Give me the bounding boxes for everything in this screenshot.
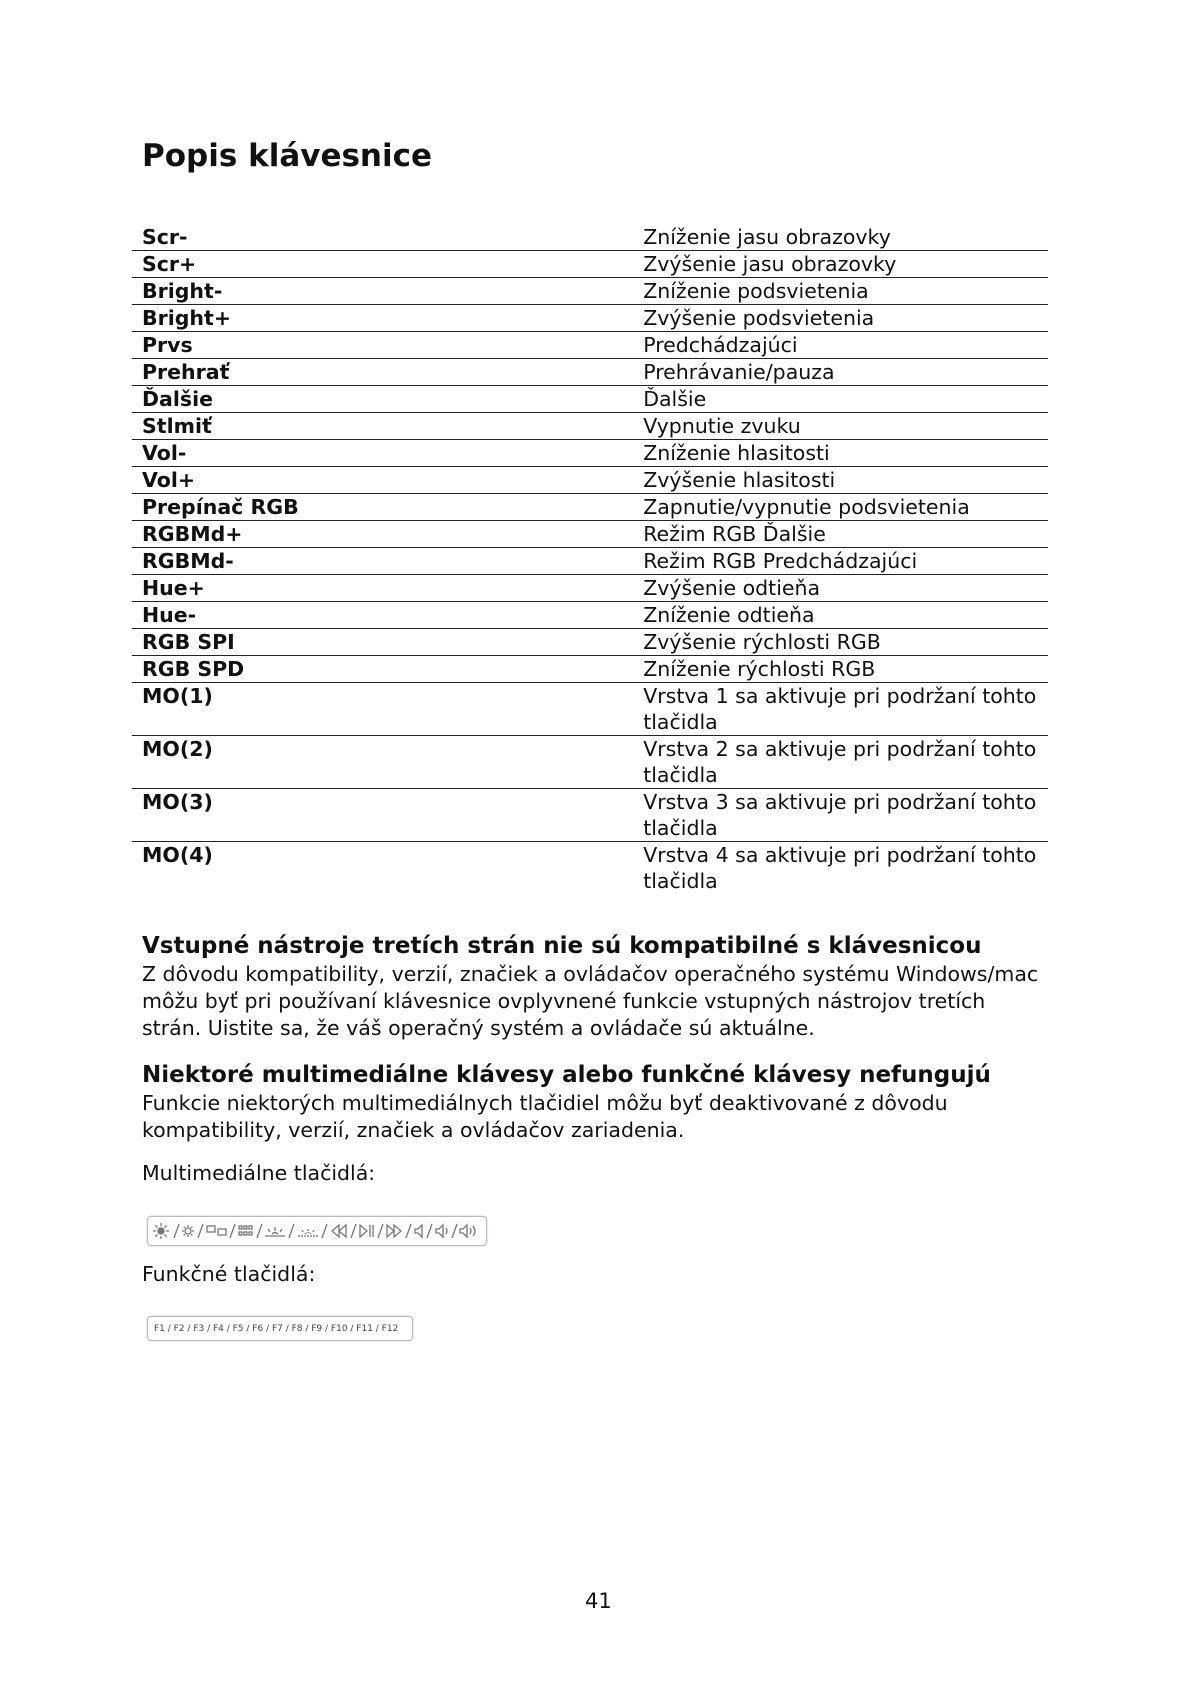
table-row (132, 548, 1048, 575)
table-row (132, 224, 1048, 251)
table-row (132, 602, 1048, 629)
key-description: Vrstva 3 sa aktivuje pri podržaní tohto tlačidla (643, 790, 1037, 840)
key-name: Prepínač RGB (142, 495, 299, 519)
key-name: Hue- (142, 603, 197, 627)
volume-down-icon (436, 1225, 447, 1237)
key-name: Bright+ (142, 306, 232, 330)
table-row (132, 413, 1048, 440)
key-name: MO(2) (142, 737, 213, 761)
key-description: Režim RGB Ďalšie (643, 522, 826, 546)
key-description-table (132, 224, 1048, 894)
key-name: Scr+ (142, 252, 197, 276)
multimedia-icons-strip (152, 1220, 482, 1242)
table-row (132, 251, 1048, 278)
apps-grid-icon (239, 1226, 252, 1235)
key-description: Vypnutie zvuku (643, 414, 801, 438)
volume-up-icon (460, 1225, 475, 1237)
key-description: Zvýšenie hlasitosti (643, 468, 836, 492)
key-name: Scr- (142, 225, 188, 249)
table-row (132, 656, 1048, 683)
multimedia-keys-image (147, 1216, 487, 1246)
key-description: Zníženie hlasitosti (643, 441, 830, 465)
multimedia-section (142, 1060, 1042, 1144)
key-description: Zvýšenie rýchlosti RGB (643, 630, 881, 654)
section-heading: Niektoré multimediálne klávesy alebo funkčné klávesy nefungujú (142, 1062, 991, 1088)
key-name: Ďalšie (142, 387, 214, 411)
multimedia-label: Multimediálne tlačidlá: (142, 1161, 376, 1185)
key-description: Režim RGB Predchádzajúci (643, 549, 918, 573)
compatibility-section (142, 931, 1042, 1042)
key-description: Zníženie rýchlosti RGB (643, 657, 876, 681)
table-row (132, 467, 1048, 494)
page-title: Popis klávesnice (142, 138, 433, 174)
key-description: Zvýšenie podsvietenia (643, 306, 875, 330)
key-description: Predchádzajúci (643, 333, 798, 357)
table-row (132, 789, 1048, 842)
mute-icon (415, 1225, 422, 1237)
key-name: RGB SPD (142, 657, 245, 681)
table-row (132, 386, 1048, 413)
key-name: Vol+ (142, 468, 196, 492)
table-row (132, 359, 1048, 386)
page-number: 41 (585, 1589, 612, 1613)
table-row (132, 736, 1048, 789)
brightness-down-icon (182, 1225, 194, 1237)
screen-switch-icon (207, 1226, 226, 1235)
brightness-up-icon (153, 1223, 169, 1239)
table-row (132, 305, 1048, 332)
section-body: Z dôvodu kompatibility, verzií, značiek a ovládačov operačného systému Windows/mac môžu byť pri používaní klávesnice ovplyvnené funkcie vstupných nástrojov tretích strán. Uistite sa, že váš operačný systém a ovládače sú aktuálne. (142, 962, 1039, 1040)
key-description: Zníženie odtieňa (643, 603, 815, 627)
table-row (132, 575, 1048, 602)
table-row (132, 521, 1048, 548)
key-description: Zníženie podsvietenia (643, 279, 869, 303)
table-row (132, 629, 1048, 656)
key-name: MO(4) (142, 843, 213, 867)
table-row (132, 278, 1048, 305)
table-row (132, 494, 1048, 521)
key-description: Zapnutie/vypnutie podsvietenia (643, 495, 970, 519)
table-row (132, 683, 1048, 736)
key-description: Ďalšie (643, 387, 707, 411)
section-heading: Vstupné nástroje tretích strán nie sú kompatibilné s klávesnicou (142, 933, 982, 959)
key-name: Prvs (142, 333, 193, 357)
table-row (132, 842, 1048, 895)
play-pause-icon (360, 1225, 373, 1237)
key-name: Prehrať (142, 360, 230, 384)
key-name: MO(3) (142, 790, 213, 814)
table-row (132, 440, 1048, 467)
function-keys-image (147, 1316, 413, 1341)
key-description: Vrstva 1 sa aktivuje pri podržaní tohto tlačidla (643, 684, 1037, 734)
key-description: Vrstva 2 sa aktivuje pri podržaní tohto tlačidla (643, 737, 1037, 787)
section-body: Funkcie niektorých multimediálnych tlačidiel môžu byť deaktivované z dôvodu kompatibility, verzií, značiek a ovládačov zariadenia. (142, 1091, 948, 1142)
key-name: RGBMd- (142, 549, 234, 573)
table-row (132, 332, 1048, 359)
next-track-icon (387, 1225, 401, 1237)
key-name: MO(1) (142, 684, 213, 708)
backlight-up-icon (265, 1227, 285, 1236)
previous-track-icon (332, 1225, 346, 1237)
key-name: RGB SPI (142, 630, 235, 654)
key-name: Bright- (142, 279, 223, 303)
backlight-down-icon (298, 1229, 318, 1236)
key-name: Vol- (142, 441, 187, 465)
key-description: Zníženie jasu obrazovky (643, 225, 891, 249)
key-description: Zvýšenie jasu obrazovky (643, 252, 897, 276)
key-description: Prehrávanie/pauza (643, 360, 835, 384)
function-label: Funkčné tlačidlá: (142, 1262, 316, 1286)
key-description: Vrstva 4 sa aktivuje pri podržaní tohto tlačidla (643, 843, 1037, 893)
function-keys-text: F1 / F2 / F3 / F4 / F5 / F6 / F7 / F8 / F9 / F10 / F11 / F12 (154, 1323, 399, 1334)
key-name: Stlmiť (142, 414, 212, 438)
key-name: RGBMd+ (142, 522, 243, 546)
key-description: Zvýšenie odtieňa (643, 576, 821, 600)
key-name: Hue+ (142, 576, 205, 600)
